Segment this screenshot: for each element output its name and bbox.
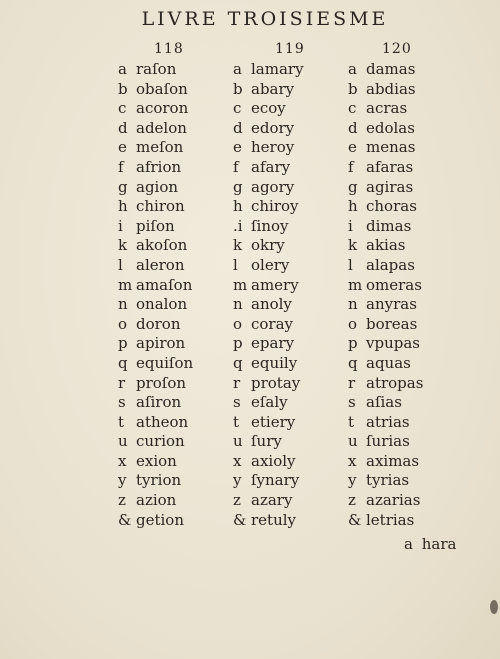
running-head: LIVRE TROISIESME	[141, 8, 389, 30]
list-item	[118, 256, 193, 276]
cipher-word: afary	[251, 157, 291, 176]
list-item	[118, 119, 193, 139]
cipher-word: aſiron	[136, 393, 182, 412]
cipher-word: edolas	[366, 118, 415, 137]
index-letter: h	[118, 197, 128, 216]
list-item	[348, 119, 423, 139]
index-letter: x	[118, 451, 127, 470]
list-item	[348, 217, 423, 237]
cipher-word: boreas	[366, 314, 418, 333]
list-item	[233, 138, 305, 158]
cipher-word: akias	[366, 236, 406, 255]
index-letter: a	[348, 60, 357, 78]
index-letter: z	[233, 491, 241, 510]
cipher-word: piſon	[136, 216, 175, 235]
list-item	[118, 452, 193, 472]
list-item	[233, 295, 305, 315]
list-item	[118, 393, 193, 413]
cipher-word: agiras	[366, 177, 414, 196]
list-item	[118, 511, 193, 531]
cipher-word: agion	[136, 177, 179, 196]
list-item	[233, 393, 305, 413]
cipher-word: equiſon	[136, 353, 194, 372]
cipher-word: omeras	[366, 275, 422, 294]
list-item	[118, 236, 193, 256]
index-letter: d	[348, 118, 358, 137]
index-letter: r	[233, 373, 241, 392]
cipher-word: amaſon	[136, 275, 193, 294]
cipher-word: protay	[251, 373, 301, 392]
index-letter: p	[233, 334, 243, 353]
index-letter: i	[348, 216, 353, 235]
index-letter: g	[118, 177, 128, 196]
list-item	[233, 413, 305, 433]
list-item	[233, 452, 305, 472]
index-letter: m	[348, 275, 363, 294]
index-letter: m	[233, 275, 248, 294]
index-letter: z	[348, 491, 356, 510]
list-item	[118, 276, 193, 296]
index-letter: q	[348, 353, 358, 372]
cipher-word: heroy	[251, 138, 295, 157]
cipher-word: alapas	[366, 255, 415, 274]
list-item	[118, 158, 193, 178]
index-letter: f	[233, 157, 239, 176]
cipher-word: atrias	[366, 412, 410, 431]
list-item	[348, 334, 423, 354]
index-letter: f	[348, 157, 354, 176]
index-letter: x	[348, 451, 357, 470]
index-letter: p	[118, 334, 128, 353]
list-item	[233, 471, 305, 491]
paper-stain	[490, 600, 498, 614]
index-letter: u	[118, 432, 128, 451]
list-item	[233, 80, 305, 100]
list-item	[118, 491, 193, 511]
list-item	[233, 256, 305, 276]
column-number: 120	[382, 41, 412, 57]
column-number: 118	[154, 41, 184, 57]
index-letter: t	[118, 412, 125, 431]
index-letter: a	[118, 60, 127, 78]
cipher-word: curion	[136, 432, 185, 451]
column-rows	[348, 60, 423, 530]
cipher-word: aleron	[136, 255, 185, 274]
index-letter: u	[348, 432, 358, 451]
column-118	[118, 38, 193, 530]
list-item	[233, 354, 305, 374]
list-item	[118, 432, 193, 452]
index-letter: z	[118, 491, 126, 510]
list-item	[348, 236, 423, 256]
index-letter: p	[348, 334, 358, 353]
list-item	[348, 138, 423, 158]
cipher-word: anyras	[366, 295, 417, 314]
index-letter: h	[233, 197, 243, 216]
cipher-word: eſaly	[251, 393, 288, 412]
cipher-word: aquas	[366, 353, 411, 372]
index-letter: c	[348, 99, 357, 118]
list-item	[233, 99, 305, 119]
cipher-word: azarias	[366, 491, 421, 510]
list-item	[348, 491, 423, 511]
list-item	[348, 60, 423, 80]
index-letter: e	[233, 138, 242, 157]
list-item	[233, 158, 305, 178]
cipher-word: anoly	[251, 295, 292, 314]
cipher-word: chiron	[136, 197, 185, 216]
list-item	[348, 511, 423, 531]
index-letter: t	[233, 412, 240, 431]
catchword: a hara	[404, 535, 457, 553]
index-letter: f	[118, 157, 124, 176]
list-item	[348, 471, 423, 491]
index-letter: &	[233, 510, 247, 529]
cipher-word: amery	[251, 275, 299, 294]
index-letter: o	[233, 314, 243, 333]
list-item	[233, 60, 305, 80]
index-letter: s	[348, 393, 356, 412]
list-item	[348, 452, 423, 472]
list-item	[233, 217, 305, 237]
list-item	[233, 178, 305, 198]
index-letter: a	[233, 60, 242, 78]
list-item	[348, 99, 423, 119]
list-item	[233, 276, 305, 296]
index-letter: n	[118, 295, 128, 314]
index-letter: n	[348, 295, 358, 314]
list-item	[233, 491, 305, 511]
list-item	[348, 354, 423, 374]
cipher-word: proſon	[136, 373, 187, 392]
cipher-word: obaſon	[136, 79, 188, 98]
index-letter: g	[348, 177, 358, 196]
index-letter: k	[118, 236, 128, 255]
cipher-word: doron	[136, 314, 181, 333]
index-letter: s	[118, 393, 126, 412]
index-letter: n	[233, 295, 243, 314]
index-letter: y	[233, 471, 242, 490]
cipher-word: ſury	[251, 432, 282, 451]
index-letter: t	[348, 412, 355, 431]
list-item	[348, 158, 423, 178]
list-item	[348, 393, 423, 413]
column-119	[233, 38, 305, 530]
column-number: 119	[275, 41, 305, 57]
list-item	[233, 197, 305, 217]
column-rows	[233, 60, 305, 530]
index-letter: h	[348, 197, 358, 216]
cipher-word: axioly	[251, 451, 296, 470]
index-letter: &	[348, 510, 362, 529]
index-letter: .i	[233, 216, 243, 235]
list-item	[118, 197, 193, 217]
index-letter: &	[118, 510, 132, 529]
index-letter: r	[118, 373, 126, 392]
list-item	[118, 80, 193, 100]
index-letter: y	[348, 471, 357, 490]
cipher-word: edory	[251, 118, 295, 137]
cipher-word: menas	[366, 138, 416, 157]
list-item	[348, 315, 423, 335]
cipher-word: ſurias	[366, 432, 410, 451]
list-item	[118, 334, 193, 354]
list-item	[118, 60, 193, 80]
list-item	[348, 178, 423, 198]
cipher-word: equily	[251, 353, 298, 372]
cipher-word: onalon	[136, 295, 188, 314]
cipher-word: ſinoy	[251, 216, 289, 235]
index-letter: q	[118, 353, 128, 372]
index-letter: e	[348, 138, 357, 157]
cipher-word: adelon	[136, 118, 187, 137]
cipher-word: acras	[366, 99, 408, 118]
list-item	[118, 354, 193, 374]
list-item	[348, 432, 423, 452]
index-letter: o	[348, 314, 358, 333]
list-item	[118, 471, 193, 491]
cipher-word: afrion	[136, 157, 182, 176]
index-letter: l	[118, 255, 123, 274]
index-letter: d	[118, 118, 128, 137]
cipher-word: atheon	[136, 412, 189, 431]
index-letter: k	[233, 236, 243, 255]
cipher-word: afaras	[366, 157, 414, 176]
index-letter: x	[233, 451, 242, 470]
list-item	[118, 374, 193, 394]
cipher-word: epary	[251, 334, 295, 353]
list-item	[348, 197, 423, 217]
list-item	[348, 295, 423, 315]
cipher-word: etiery	[251, 412, 296, 431]
cipher-word: chiroy	[251, 197, 299, 216]
index-letter: r	[348, 373, 356, 392]
cipher-word: aſias	[366, 393, 402, 412]
cipher-word: acoron	[136, 99, 189, 118]
index-letter: b	[118, 79, 128, 98]
list-item	[348, 80, 423, 100]
cipher-word: raſon	[136, 60, 177, 78]
list-item	[118, 217, 193, 237]
cipher-word: exion	[136, 451, 177, 470]
cipher-word: lamary	[251, 60, 304, 78]
cipher-word: azion	[136, 491, 177, 510]
cipher-word: aximas	[366, 451, 420, 470]
cipher-word: abary	[251, 79, 295, 98]
cipher-word: agory	[251, 177, 295, 196]
index-letter: e	[118, 138, 127, 157]
index-letter: c	[233, 99, 242, 118]
index-letter: s	[233, 393, 241, 412]
index-letter: g	[233, 177, 243, 196]
cipher-word: tyrion	[136, 471, 182, 490]
list-item	[233, 236, 305, 256]
list-item	[118, 178, 193, 198]
index-letter: b	[233, 79, 243, 98]
index-letter: i	[118, 216, 123, 235]
list-item	[118, 413, 193, 433]
index-letter: l	[233, 255, 238, 274]
index-letter: k	[348, 236, 358, 255]
list-item	[233, 315, 305, 335]
index-letter: q	[233, 353, 243, 372]
index-letter: m	[118, 275, 133, 294]
index-letter: u	[233, 432, 243, 451]
list-item	[233, 334, 305, 354]
cipher-word: azary	[251, 491, 293, 510]
cipher-word: dimas	[366, 216, 412, 235]
cipher-word: olery	[251, 255, 290, 274]
list-item	[348, 413, 423, 433]
cipher-word: akoſon	[136, 236, 188, 255]
column-rows	[118, 60, 193, 530]
list-item	[233, 432, 305, 452]
index-letter: d	[233, 118, 243, 137]
cipher-word: atropas	[366, 373, 424, 392]
column-120	[348, 38, 423, 530]
list-item	[233, 511, 305, 531]
list-item	[118, 138, 193, 158]
cipher-word: coray	[251, 314, 294, 333]
index-letter: o	[118, 314, 128, 333]
list-item	[118, 99, 193, 119]
cipher-word: getion	[136, 510, 184, 529]
index-letter: l	[348, 255, 353, 274]
cipher-word: ecoy	[251, 99, 286, 118]
index-letter: y	[118, 471, 127, 490]
cipher-word: damas	[366, 60, 416, 78]
list-item	[233, 119, 305, 139]
index-letter: b	[348, 79, 358, 98]
list-item	[233, 374, 305, 394]
cipher-word: tyrias	[366, 471, 410, 490]
list-item	[348, 276, 423, 296]
list-item	[118, 315, 193, 335]
cipher-word: okry	[251, 236, 285, 255]
index-letter: c	[118, 99, 127, 118]
list-item	[348, 256, 423, 276]
list-item	[348, 374, 423, 394]
list-item	[118, 295, 193, 315]
cipher-word: retuly	[251, 510, 297, 529]
cipher-word: letrias	[366, 510, 415, 529]
cipher-word: vpupas	[366, 334, 420, 353]
cipher-word: choras	[366, 197, 417, 216]
cipher-word: abdias	[366, 79, 416, 98]
cipher-word: meſon	[136, 138, 184, 157]
cipher-word: ſynary	[251, 471, 300, 490]
cipher-word: apiron	[136, 334, 186, 353]
